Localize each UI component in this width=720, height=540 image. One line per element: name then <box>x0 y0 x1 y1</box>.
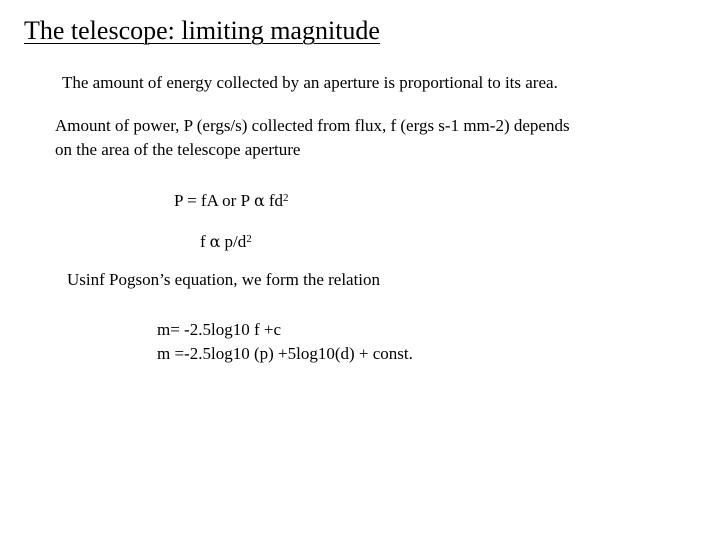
equation-magnitude-power: m =-2.5log10 (p) +5log10(d) + const. <box>157 344 413 363</box>
exponent: 2 <box>283 192 289 204</box>
proportional-symbol: α <box>209 232 221 251</box>
equation-magnitude-flux: m= -2.5log10 f +c <box>157 320 281 339</box>
equation-power-lhs: P = fA or P <box>174 191 251 210</box>
proportional-symbol: α <box>254 191 265 210</box>
equation-flux-rhs: p/d <box>224 232 247 251</box>
equation-flux-proportional <box>200 227 252 254</box>
equation-power-proportional <box>174 186 289 213</box>
equation-flux-lhs: f <box>200 232 206 251</box>
equation-power-rhs: fd <box>268 191 284 210</box>
pogson-statement: Usinf Pogson’s equation, we form the relation <box>67 270 381 289</box>
slide-title: The telescope: limiting magnitude <box>24 16 380 45</box>
energy-statement: The amount of energy collected by an aperture is proportional to its area. <box>62 73 558 92</box>
power-statement-line-1: Amount of power, P (ergs/s) collected from flux, f (ergs s-1 mm-2) depends <box>55 116 570 135</box>
exponent: 2 <box>246 233 252 245</box>
power-statement-line-2: on the area of the telescope aperture <box>55 140 301 159</box>
